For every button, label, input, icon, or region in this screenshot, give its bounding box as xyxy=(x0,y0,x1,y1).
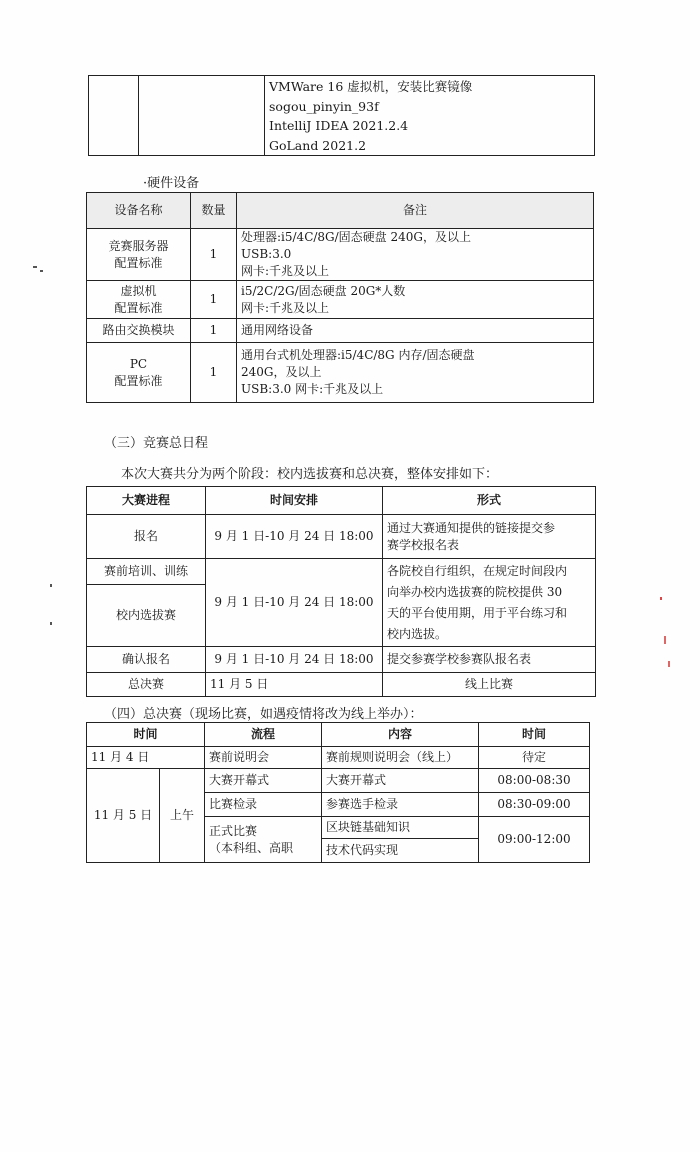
finals-row-content: 大赛开幕式 xyxy=(322,769,479,793)
hardware-row-note: 通用台式机处理器:i5/4C/8G 内存/固态硬盘 240G，及以上 USB:3.0 网卡:千兆及以上 xyxy=(237,343,594,403)
software-line: VMWare 16 虚拟机，安装比赛镜像 xyxy=(269,79,473,94)
hardware-header-qty: 数量 xyxy=(191,193,237,229)
software-list-cell xyxy=(265,76,595,156)
hardware-row-name: 竞赛服务器 配置标准 xyxy=(87,229,191,281)
schedule-row-stage: 确认报名 xyxy=(87,647,206,673)
software-line: GoLand 2021.2 xyxy=(269,137,367,153)
software-cell-empty-2 xyxy=(139,76,265,156)
hardware-row-qty: 1 xyxy=(191,319,237,343)
schedule-header-stage: 大赛进程 xyxy=(87,487,206,515)
finals-header-process: 流程 xyxy=(205,723,322,747)
schedule-heading: （三）竞赛总日程 xyxy=(104,436,209,451)
hardware-row-note: 处理器:i5/4C/8G/固态硬盘 240G，及以上 USB:3.0 网卡:千兆及以上 xyxy=(237,229,594,281)
hardware-header-note: 备注 xyxy=(237,193,594,229)
finals-header-content: 内容 xyxy=(322,723,479,747)
schedule-header-time: 时间安排 xyxy=(206,487,383,515)
schedule-row-time: 9 月 1 日-10 月 24 日 18:00 xyxy=(206,647,383,673)
finals-row-content: 技术代码实现 xyxy=(322,839,479,863)
finals-day1-content: 赛前规则说明会（线上） xyxy=(322,747,479,769)
hardware-table xyxy=(86,192,594,403)
software-table xyxy=(88,75,595,156)
schedule-row-stage: 校内选拔赛 xyxy=(87,585,206,647)
hardware-heading: ·硬件设备 xyxy=(143,176,200,191)
schedule-row-stage: 总决赛 xyxy=(87,673,206,697)
schedule-row-time: 11 月 5 日 xyxy=(206,673,383,697)
finals-row-time: 08:30-09:00 xyxy=(479,793,590,817)
finals-row-process: 正式比赛 （本科组、高职 xyxy=(205,817,322,863)
schedule-row-stage: 报名 xyxy=(87,515,206,559)
finals-day1-process: 赛前说明会 xyxy=(205,747,322,769)
scan-mark xyxy=(40,270,43,272)
hardware-row-qty: 1 xyxy=(191,229,237,281)
schedule-row-time: 9 月 1 日-10 月 24 日 18:00 xyxy=(206,515,383,559)
schedule-table xyxy=(86,486,596,697)
schedule-header-form: 形式 xyxy=(383,487,596,515)
hardware-row-note: 通用网络设备 xyxy=(237,319,594,343)
finals-day2-period: 上午 xyxy=(160,769,205,863)
hardware-row-qty: 1 xyxy=(191,343,237,403)
hardware-row-name: 路由交换模块 xyxy=(87,319,191,343)
hardware-row-name: PC 配置标准 xyxy=(87,343,191,403)
software-cell-empty-1 xyxy=(89,76,139,156)
schedule-row-time: 9 月 1 日-10 月 24 日 18:00 xyxy=(206,559,383,647)
finals-row-content: 区块链基础知识 xyxy=(322,817,479,839)
finals-row-time: 08:00-08:30 xyxy=(479,769,590,793)
finals-header-time: 时间 xyxy=(87,723,205,747)
finals-row-process: 大赛开幕式 xyxy=(205,769,322,793)
finals-day2-date: 11 月 5 日 xyxy=(87,769,160,863)
finals-header-slot: 时间 xyxy=(479,723,590,747)
finals-row-content: 参赛选手检录 xyxy=(322,793,479,817)
hardware-header-name: 设备名称 xyxy=(87,193,191,229)
schedule-intro: 本次大赛共分为两个阶段：校内选拔赛和总决赛，整体安排如下： xyxy=(121,467,499,482)
hardware-row-note: i5/2C/2G/固态硬盘 20G*人数 网卡:千兆及以上 xyxy=(237,281,594,319)
software-line: IntelliJ IDEA 2021.2.4 xyxy=(269,118,409,133)
scan-mark xyxy=(33,266,37,268)
schedule-row-form: 线上比赛 xyxy=(383,673,596,697)
finals-day1-date: 11 月 4 日 xyxy=(87,747,205,769)
hardware-row-name: 虚拟机 配置标准 xyxy=(87,281,191,319)
schedule-row-form: 提交参赛学校参赛队报名表 xyxy=(383,647,596,673)
finals-day1-time: 待定 xyxy=(479,747,590,769)
schedule-row-form: 各院校自行组织，在规定时间段内 向举办校内选拔赛的院校提供 30 天的平台使用期，用于平台练习和 校内选拔。 xyxy=(383,559,596,647)
scan-mark xyxy=(50,584,52,587)
scan-mark xyxy=(664,636,666,644)
scan-mark xyxy=(660,597,662,600)
finals-row-process: 比赛检录 xyxy=(205,793,322,817)
hardware-row-qty: 1 xyxy=(191,281,237,319)
finals-row-time: 09:00-12:00 xyxy=(479,817,590,863)
schedule-row-stage: 赛前培训、训练 xyxy=(87,559,206,585)
schedule-row-form: 通过大赛通知提供的链接提交参 赛学校报名表 xyxy=(383,515,596,559)
scan-mark xyxy=(50,622,52,625)
software-line: sogou_pinyin_93f xyxy=(269,98,379,114)
scan-mark xyxy=(668,661,670,667)
finals-heading: （四）总决赛（现场比赛，如遇疫情将改为线上举办）： xyxy=(104,707,423,722)
finals-table xyxy=(86,722,590,863)
